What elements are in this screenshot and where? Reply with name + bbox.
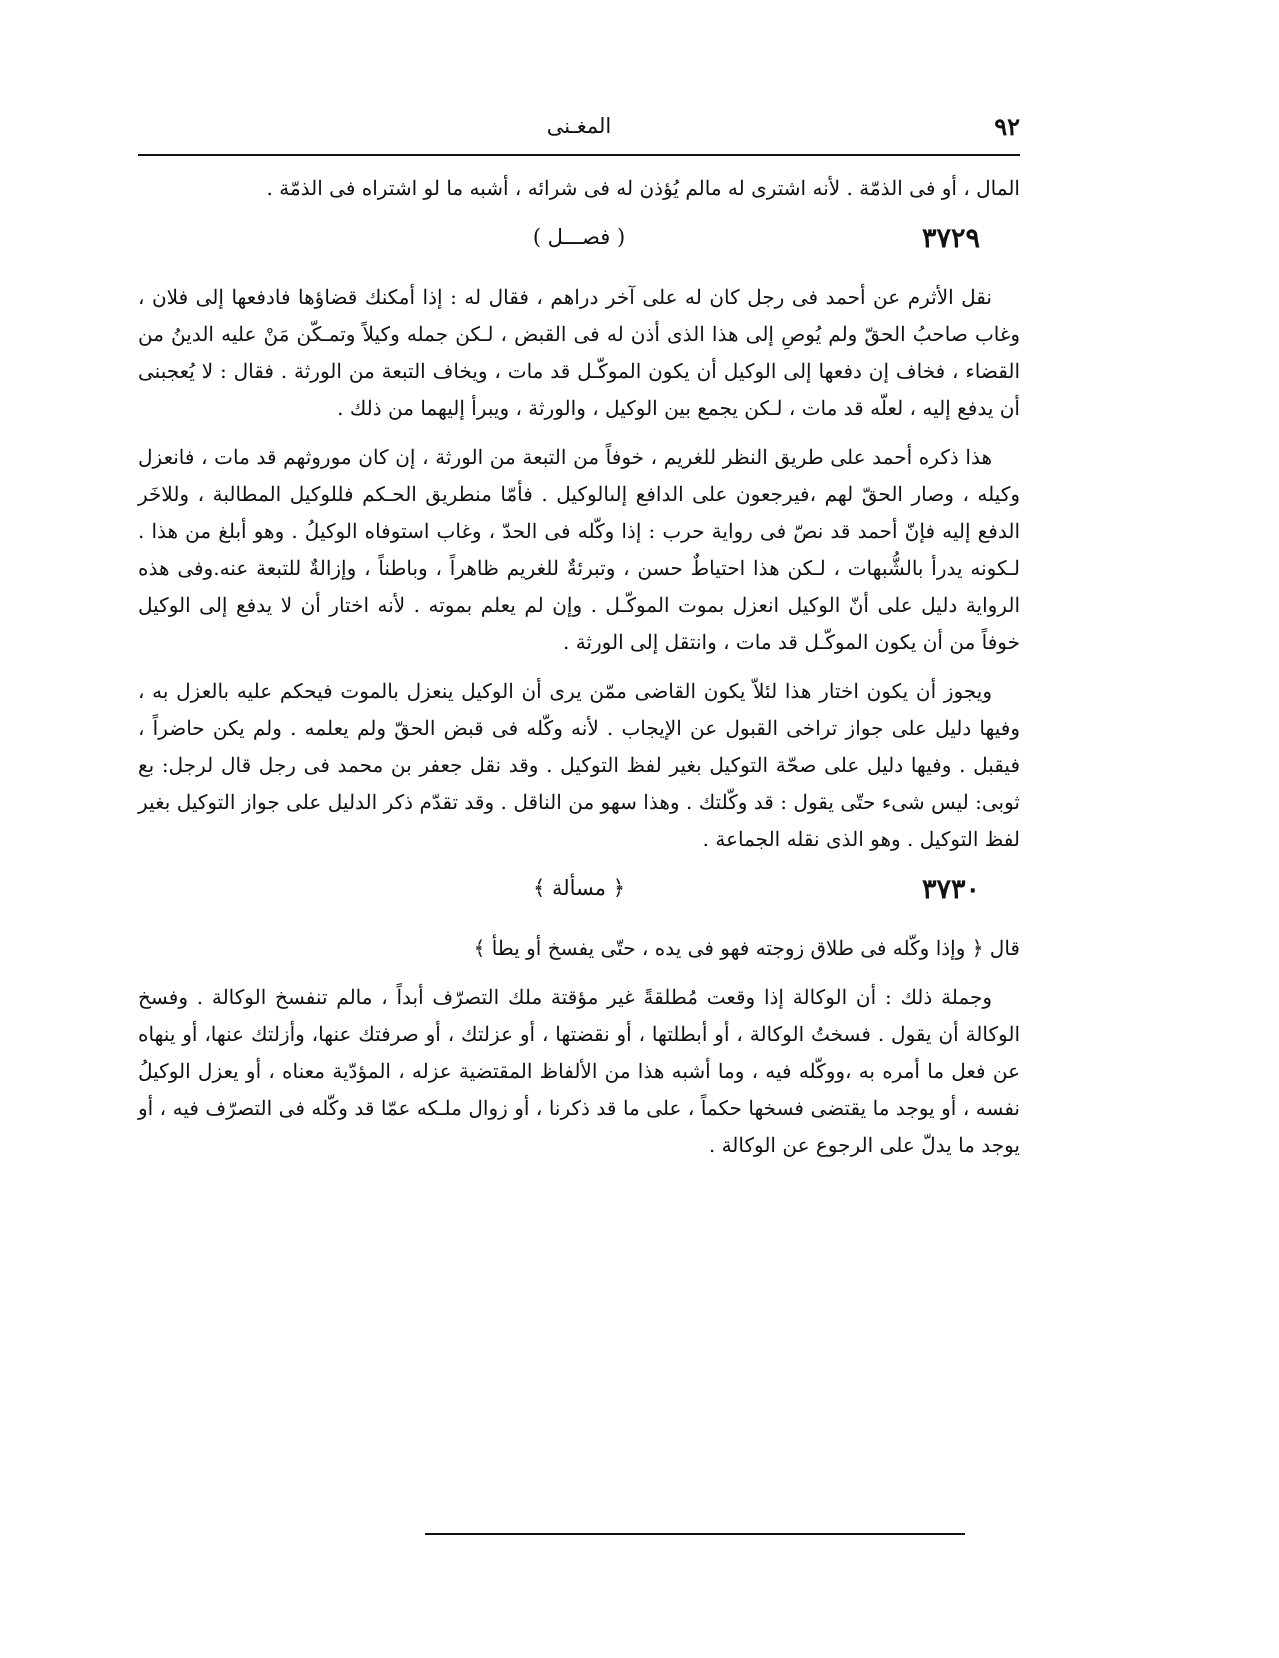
footer-rule — [425, 1533, 965, 1535]
section-heading — [138, 223, 1020, 267]
section-title: ﴿ مسألة ﴾ — [533, 876, 625, 900]
running-title: المغـنى — [546, 114, 612, 138]
paragraph: هذا ذكره أحمد على طريق النظر للغريم ، خوفاً من التبعة من الورثة ، إن كان موروثهم قد مات ، فانعزل وكيله ، وصار الحقّ لهم ،فيرجعون على الدافع إلىالوكيل . فأمّا منطريق الحـكم فللوكيل المطالبة ، وللاخَر الدفع إليه فإنّ أحمد قد نصّ فى رواية حرب : إذا وكّله فى الحدّ ، وغاب استوفاه الوكيلُ . وهو أبلغ من هذا . لـكونه يدرأ بالشُّبهات ، لـكن هذا احتياطٌ حسن ، وتبرئةٌ للغريم ظاهراً ، وباطناً ، وإزالةٌ للتبعة عنه.وفى هذه الرواية دليل على أنّ الوكيل انعزل بموت الموكّـل . وإن لم يعلم بموته . لأنه اختار أن لا يدفع إلى الوكيل خوفاً من أن يكون الموكّـل قد مات ، وانتقل إلى الورثة . — [138, 445, 1020, 654]
page-number: ٩٢ — [994, 112, 1020, 141]
section-title: ( فصـــل ) — [532, 225, 626, 249]
paragraph: ويجوز أن يكون اختار هذا لئلاّ يكون القاضى ممّن يرى أن الوكيل ينعزل بالموت فيحكم عليه بالعزل به ، وفيها دليل على جواز تراخى القبول عن الإيجاب . لأنه وكّله فى قبض الحقّ ولم يعلمه . ولم يكن حاضراً ، فيقبل . وفيها دليل على صحّة التوكيل بغير لفظ التوكيل . وقد نقل جعفر بن محمد فى رجل قال لرجل: بع ثوبى: ليس شىء حتّى يقول : قد وكّلتك . وهذا سهو من الناقل . وقد تقدّم ذكر الدليل على جواز التوكيل بغير لفظ التوكيل . وهو الذى نقله الجماعة . — [138, 679, 1020, 851]
paragraph: قال ﴿ وإذا وكّله فى طلاق زوجته فهو فى يده ، حتّى يفسخ أو يطأ ﴾ — [473, 936, 1020, 960]
section-number: ٣٧٣٠ — [921, 874, 980, 905]
paragraph: وجملة ذلك : أن الوكالة إذا وقعت مُطلقةً غير مؤقتة ملك التصرّف أبداً ، مالم تنفسخ الوكالة . وفسخ الوكالة أن يقول . فسختُ الوكالة ، أو أبطلتها ، أو نقضتها ، أو عزلتك ، أو صرفتك عنها، وأزلتك عنها، أو ينهاه عن فعل ما أمره به ،ووكّله فيه ، وما أشبه هذا من الألفاظ المقتضية عزله ، المؤدّية معناه ، أو يعزل الوكيلُ نفسه ، أو يوجد ما يقتضى فسخها حكماً ، على ما قد ذكرنا ، أو زوال ملـكه عمّا قد وكّله فى التصرّف فيه ، أو يوجد ما يدلّ على الرجوع عن الوكالة . — [138, 985, 1020, 1157]
paragraph: المال ، أو فى الذمّة . لأنه اشترى له مالم يُؤذن له فى شرائه ، أشبه ما لو اشتراه فى الذمّة . — [266, 176, 1020, 200]
header-rule — [138, 154, 1020, 156]
paragraph: نقل الأثرم عن أحمد فى رجل كان له على آخر دراهم ، فقال له : إذا أمكنك قضاؤها فادفعها إلى فلان ، وغاب صاحبُ الحقّ ولم يُوصِ إلى هذا الذى أذن له فى القبض ، لـكن جمله وكيلاً وتمـكّن مَنْ عليه الدينُ من القضاء ، فخاف إن دفعها إلى الوكيل أن يكون الموكّـل قد مات ، ويخاف التبعة من الورثة . فقال : لا يُعجبنى أن يدفع إليه ، لعلّه قد مات ، لـكن يجمع بين الوكيل ، والورثة ، ويبرأ إليهما من ذلك . — [138, 285, 1020, 420]
section-heading — [138, 874, 1020, 918]
page-body — [138, 170, 1020, 1176]
page-header — [138, 108, 1020, 152]
section-number: ٣٧٢٩ — [921, 223, 980, 254]
